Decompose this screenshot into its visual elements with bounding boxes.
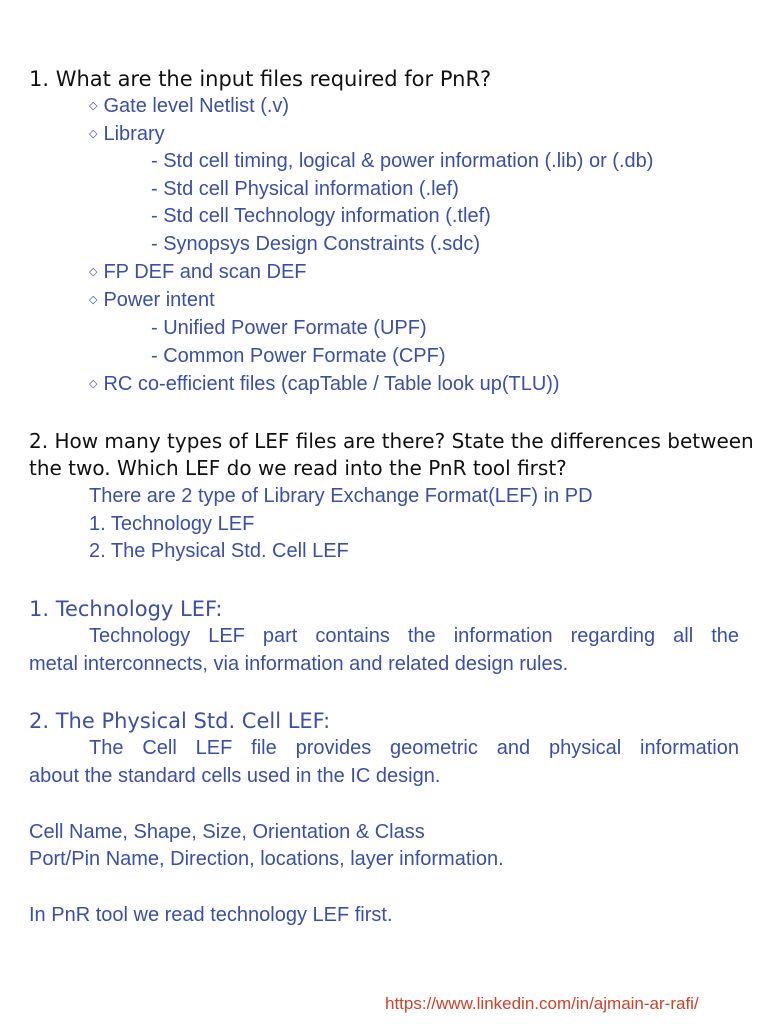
- q1-sub-item: - Std cell timing, logical & power information (.lib) or (.db): [151, 150, 654, 172]
- question-2-title-line-1: 2. How many types of LEF files are there? State the differences between: [29, 429, 754, 453]
- technology-lef-text-line-1: Technology LEF part contains the information regarding all the: [89, 625, 739, 647]
- q2-answer-line: There are 2 type of Library Exchange Format(LEF) in PD: [89, 485, 593, 507]
- cell-lef-details-line-1: Cell Name, Shape, Size, Orientation & Class: [29, 821, 425, 843]
- q1-item-text: Power intent: [103, 289, 215, 311]
- q1-item-text: Gate level Netlist (.v): [103, 95, 290, 117]
- q1-list-item: [89, 96, 289, 116]
- diamond-bullet-icon: ◇: [89, 100, 98, 112]
- q1-list-item: [89, 124, 165, 144]
- cell-lef-heading: 2. The Physical Std. Cell LEF:: [29, 709, 331, 733]
- question-2-title-line-2: the two. Which LEF do we read into the PnR tool first?: [29, 456, 567, 480]
- q1-sub-item: - Common Power Formate (CPF): [151, 345, 446, 367]
- diamond-bullet-icon: ◇: [89, 378, 98, 390]
- q1-list-item: [89, 374, 560, 394]
- q1-list-item: [89, 290, 215, 310]
- q2-answer-line: 1. Technology LEF: [89, 513, 255, 535]
- technology-lef-heading: 1. Technology LEF:: [29, 597, 223, 621]
- q2-answer-line: 2. The Physical Std. Cell LEF: [89, 540, 349, 562]
- cell-lef-details-line-2: Port/Pin Name, Direction, locations, layer information.: [29, 848, 504, 870]
- q1-item-text: FP DEF and scan DEF: [103, 261, 307, 283]
- q1-item-text: Library: [103, 123, 165, 145]
- diamond-bullet-icon: ◇: [89, 266, 98, 278]
- q1-sub-item: - Std cell Technology information (.tlef): [151, 205, 491, 227]
- q1-sub-item: - Unified Power Formate (UPF): [151, 317, 427, 339]
- question-1-title: 1. What are the input files required for PnR?: [29, 67, 492, 91]
- diamond-bullet-icon: ◇: [89, 294, 98, 306]
- linkedin-profile-link[interactable]: https://www.linkedin.com/in/ajmain-ar-rafi/: [385, 994, 699, 1013]
- technology-lef-text-line-2: metal interconnects, via information and related design rules.: [29, 653, 569, 675]
- q1-sub-item: - Synopsys Design Constraints (.sdc): [151, 233, 481, 255]
- q1-list-item: [89, 262, 307, 282]
- cell-lef-text-line-1: The Cell LEF file provides geometric and physical information: [89, 737, 739, 759]
- diamond-bullet-icon: ◇: [89, 128, 98, 140]
- q1-item-text: RC co-efficient files (capTable / Table look up(TLU)): [103, 373, 560, 395]
- cell-lef-text-line-2: about the standard cells used in the IC design.: [29, 765, 441, 787]
- conclusion-text: In PnR tool we read technology LEF first.: [29, 904, 393, 926]
- q1-sub-item: - Std cell Physical information (.lef): [151, 178, 459, 200]
